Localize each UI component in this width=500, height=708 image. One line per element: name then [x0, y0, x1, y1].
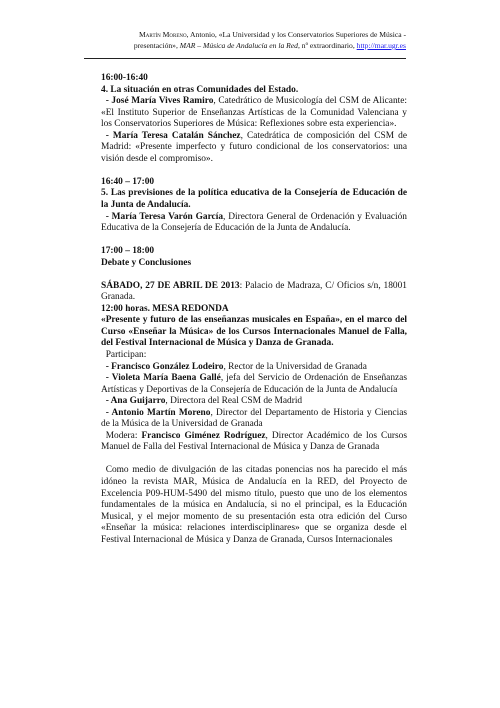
header-link[interactable]: http://mar.ugr.es: [356, 41, 406, 50]
moderator-name: Francisco Giménez Rodríguez: [141, 430, 266, 441]
header-presentacion: presentación»,: [133, 41, 178, 50]
header-journal: MAR – Música de Andalucía en la Red: [179, 41, 298, 50]
moderator: Modera: Francisco Giménez Rodríguez, Director Académico de los Cursos Manuel de Falla del Festival Internacional de Música y Danza de Granada: [101, 430, 407, 453]
running-header: [84, 29, 406, 51]
header-divider: [84, 58, 406, 59]
participant-name: - Violeta María Baena Gallé: [105, 373, 221, 384]
participant-name: - Ana Guijarro: [105, 396, 166, 407]
participants-label: Participan:: [105, 349, 147, 360]
section-4-speaker-2: - María Teresa Catalán Sánchez, Catedrática de composición del CSM de Madrid: «Presente imperfecto y futuro condicional de los conservatorios: una visión desde el compromiso».: [101, 130, 407, 164]
section-4-title: 4. La situación en otras Comunidades del Estado.: [101, 84, 299, 95]
speaker-name: - María Teresa Varón García: [105, 211, 224, 222]
header-author: Martín Moreno: [139, 30, 187, 39]
document-body: [101, 73, 407, 546]
header-line-1: [84, 29, 406, 40]
participant-2: - Violeta María Baena Gallé, jefa del Servicio de Ordenación de Enseñanzas Artísticas y Deportivas de la Consejería de Educación de la Junta de Andalucía: [101, 373, 407, 395]
speaker-name: - María Teresa Catalán Sánchez: [105, 130, 241, 141]
header-author-rest: , Antonio, «La Universidad y los Conservatorios Superiores de Música -: [186, 30, 406, 39]
section-5-time: 16:40 – 17:00: [101, 176, 155, 187]
section-4-speaker-1: - José María Vives Ramiro, Catedrático de Musicología del CSM de Alicante: «El Instituto Superior de Enseñanzas Artísticas de la Comunidad Valenciana y los Conservatorios Superiores de Música: Reflexiones sobre esta experiencia».: [101, 96, 408, 130]
closing-paragraph: Como medio de divulgación de las citadas ponencias nos ha parecido el más idóneo la revista MAR, Música de Andalucía en la RED, del Proyecto de Excelencia P09-HUM-5490 del mismo título, puesto que uno de los elementos fundamentales de la música en Andalucía, si no el principal, es la Educación Musical, y el mejor momento de su presentación esta otra edición del Curso «Enseñar la música: relaciones interdisciplinares» que se organiza desde el Festival Internacional de Música y Danza de Granada, Cursos Internacionales: [101, 465, 407, 545]
saturday-date: SÁBADO, 27 DE ABRIL DE 2013: Palacio de Madraza, C/ Oficios s/n, 18001 Granada.: [101, 280, 407, 303]
section-6-time: 17:00 – 18:00: [101, 246, 155, 257]
section-5-speaker-1: - María Teresa Varón García, Directora General de Ordenación y Evaluación Educativa de la Consejería de Educación de la Junta de Andalucía.: [101, 211, 407, 234]
participant-1: - Francisco González Lodeiro, Rector de la Universidad de Granada: [105, 361, 367, 372]
section-6-title: Debate y Conclusiones: [101, 257, 192, 268]
speaker-name: - José María Vives Ramiro: [105, 96, 214, 107]
section-4-time: 16:00-16:40: [101, 73, 148, 83]
participant-3: - Ana Guijarro, Directora del Real CSM de Madrid: [105, 396, 303, 407]
participant-name: - Francisco González Lodeiro: [105, 361, 224, 372]
section-5-title: 5. Las previsiones de la política educativa de la Consejería de Educación de la Junta de Andalucía.: [101, 188, 407, 210]
roundtable-time: 12:00 horas. MESA REDONDA: [101, 303, 229, 314]
participant-name: - Antonio Martín Moreno: [105, 407, 211, 418]
roundtable-title: «Presente y futuro de las enseñanzas musicales en España», en el marco del Curso «Enseñar la Música» de los Cursos Internacionales Manuel de Falla, del Festival Internacional de Música y Danza de Granada.: [101, 315, 407, 349]
header-line-2: [84, 40, 406, 51]
participant-4: - Antonio Martín Moreno, Director del Departamento de Historia y Ciencias de la Música de la Universidad de Granada: [101, 407, 408, 430]
header-issue: , nº extraordinario,: [297, 41, 355, 50]
